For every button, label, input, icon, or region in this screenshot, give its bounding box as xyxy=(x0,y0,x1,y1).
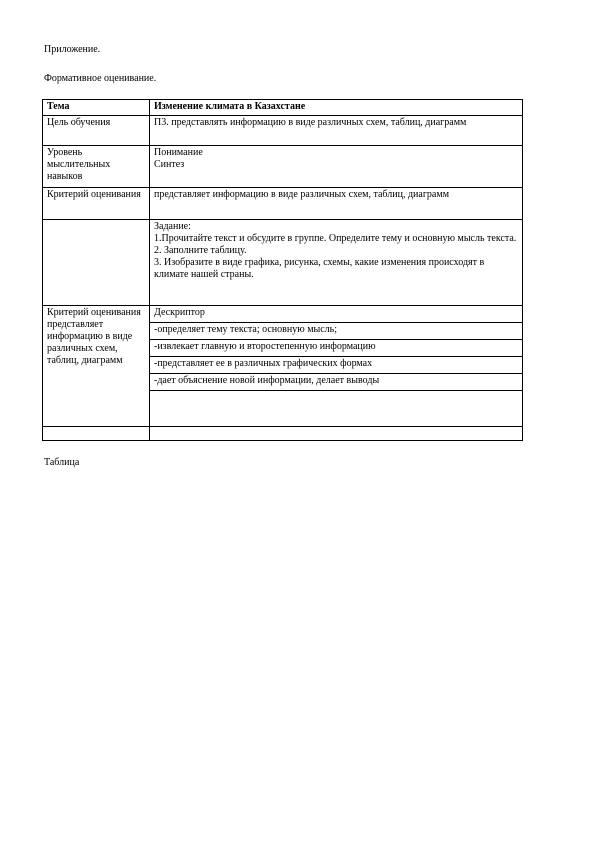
descriptor-item: -представляет ее в различных графических формах xyxy=(150,357,522,374)
task-cell xyxy=(150,220,523,306)
descriptor-header: Дескриптор xyxy=(150,306,522,323)
task-empty-cell xyxy=(43,220,150,306)
task-line-3: 3. Изобразите в виде графика, рисунка, схемы, какие изменения происходят в климате нашей страны. xyxy=(154,257,485,280)
table-row-topic xyxy=(43,100,523,116)
task-line-2: 2. Заполните таблицу. xyxy=(154,245,247,256)
criterion2-label: Критерий оценивания представляет информацию в виде различных схем, таблиц, диаграмм xyxy=(43,306,150,427)
table-row-criterion xyxy=(43,188,523,220)
table-row-level xyxy=(43,146,523,188)
goal-label: Цель обучения xyxy=(43,116,150,146)
table-caption: Таблица xyxy=(44,457,80,468)
table-row-descriptors xyxy=(43,306,523,427)
empty-cell-right xyxy=(150,427,523,441)
appendix-heading: Приложение. xyxy=(44,44,101,55)
level-value-synthesis: Синтез xyxy=(154,159,185,170)
goal-value: П3. представлять информацию в виде различных схем, таблиц, диаграмм xyxy=(150,116,523,146)
descriptor-item: -извлекает главную и второстепенную информацию xyxy=(150,340,522,357)
descriptor-item: -определяет тему текста; основную мысль; xyxy=(150,323,522,340)
level-values xyxy=(150,146,523,188)
table-row-empty xyxy=(43,427,523,441)
criterion-value: представляет информацию в виде различных схем, таблиц, диаграмм xyxy=(150,188,523,220)
criterion-label: Критерий оценивания xyxy=(43,188,150,220)
table-row-goal xyxy=(43,116,523,146)
empty-cell-left xyxy=(43,427,150,441)
descriptor-item: -дает объяснение новой информации, делает выводы xyxy=(150,374,522,391)
descriptor-empty-row xyxy=(150,391,522,426)
descriptor-cell xyxy=(150,306,523,427)
topic-value: Изменение климата в Казахстане xyxy=(150,100,523,116)
topic-label: Тема xyxy=(43,100,150,116)
assessment-table xyxy=(42,99,523,441)
formative-heading: Формативное оценивание. xyxy=(44,73,157,84)
task-title: Задание: xyxy=(154,221,191,232)
level-label: Уровень мыслительных навыков xyxy=(43,146,150,188)
task-line-1: 1.Прочитайте текст и обсудите в группе. Определите тему и основную мысль текста. xyxy=(154,233,517,244)
level-value-understanding: Понимание xyxy=(154,147,203,158)
table-row-task xyxy=(43,220,523,306)
